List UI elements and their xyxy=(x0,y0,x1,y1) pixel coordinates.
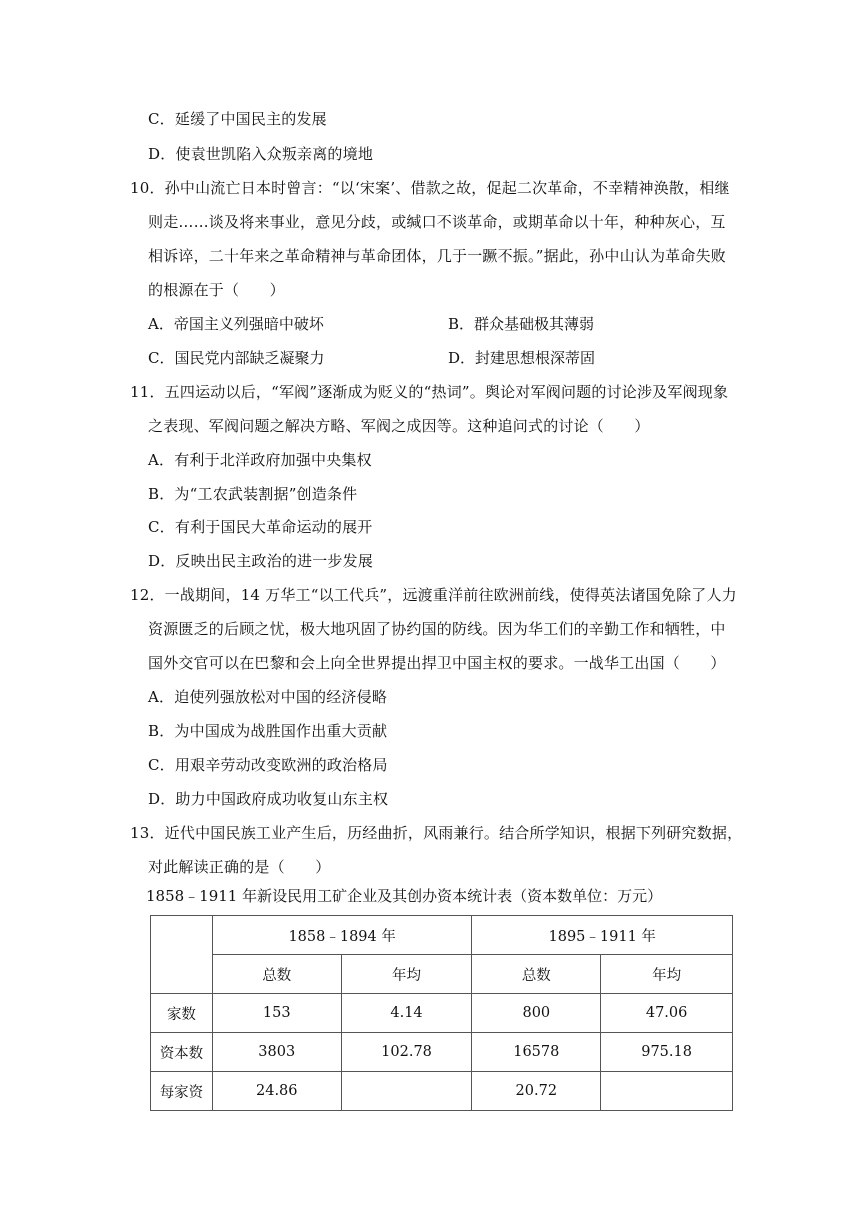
q10-option-b: B．群众基础极其薄弱 xyxy=(448,315,595,333)
header-period-1: 1858﹣1894 年 xyxy=(212,916,472,955)
q13-stem-line-2: 对此解读正确的是（ ） xyxy=(148,858,331,876)
statistics-table xyxy=(150,915,733,1111)
table-header-row xyxy=(151,916,733,955)
table-cell xyxy=(601,1072,733,1111)
header-period-2: 1895﹣1911 年 xyxy=(472,916,733,955)
table-row xyxy=(151,1072,733,1111)
subheader-annual-1: 年均 xyxy=(341,955,472,994)
q10-option-c: C．国民党内部缺乏凝聚力 xyxy=(148,349,325,367)
q11-stem-line-1: 11．五四运动以后，“军阀”逐渐成为贬义的“热词”。舆论对军阀问题的讨论涉及军阀现象 xyxy=(130,383,729,401)
subheader-total-2: 总数 xyxy=(472,955,601,994)
q9-option-d: D．使袁世凯陷入众叛亲离的境地 xyxy=(148,145,374,163)
table-cell: 4.14 xyxy=(341,994,472,1033)
row-label: 每家资 xyxy=(151,1072,213,1111)
subheader-annual-2: 年均 xyxy=(601,955,733,994)
table-cell: 153 xyxy=(212,994,341,1033)
table-cell: 800 xyxy=(472,994,601,1033)
table-cell: 24.86 xyxy=(212,1072,341,1111)
table-cell: 16578 xyxy=(472,1033,601,1072)
q12-stem-line-2: 资源匮乏的后顾之忧，极大地巩固了协约国的防线。因为华工们的辛勤工作和牺牲，中 xyxy=(148,620,726,638)
q13-stem-line-1: 13．近代中国民族工业产生后，历经曲折，风雨兼行。结合所学知识，根据下列研究数据， xyxy=(130,824,743,842)
q12-option-a: A．迫使列强放松对中国的经济侵略 xyxy=(148,688,388,706)
table-row xyxy=(151,1033,733,1072)
q12-option-c: C．用艰辛劳动改变欧洲的政治格局 xyxy=(148,756,388,774)
table-row xyxy=(151,994,733,1033)
q12-stem-line-3: 国外交官可以在巴黎和会上向全世界提出捍卫中国主权的要求。一战华工出国（ ） xyxy=(148,654,726,672)
q11-stem-line-2: 之表现、军阀问题之解决方略、军阀之成因等。这种追问式的讨论（ ） xyxy=(148,417,650,435)
row-label: 资本数 xyxy=(151,1033,213,1072)
q11-option-a: A．有利于北洋政府加强中央集权 xyxy=(148,451,372,469)
q10-stem-line-3: 相诉谇，二十年来之革命精神与革命团体，几于一蹶不振。”据此，孙中山认为革命失败 xyxy=(148,247,726,265)
q9-option-c: C．延缓了中国民主的发展 xyxy=(148,110,327,128)
table-cell: 47.06 xyxy=(601,994,733,1033)
q11-option-b: B．为“工农武装割据”创造条件 xyxy=(148,485,358,503)
table-corner-cell xyxy=(151,916,213,994)
table-subheader-row xyxy=(151,955,733,994)
q10-stem-line-2: 则走……谈及将来事业，意见分歧，或缄口不谈革命，或期革命以十年，种种灰心，互 xyxy=(148,213,726,231)
q10-option-a: A．帝国主义列强暗中破坏 xyxy=(148,315,324,333)
q11-option-d: D．反映出民主政治的进一步发展 xyxy=(148,552,374,570)
table-cell xyxy=(341,1072,472,1111)
q12-option-b: B．为中国成为战胜国作出重大贡献 xyxy=(148,722,388,740)
table-cell: 102.78 xyxy=(341,1033,472,1072)
table-cell: 20.72 xyxy=(472,1072,601,1111)
table-cell: 975.18 xyxy=(601,1033,733,1072)
q10-stem-line-1: 10．孙中山流亡日本时曾言：“以‘宋案’、借款之故，促起二次革命，不幸精神涣散，相继 xyxy=(130,179,730,197)
q10-stem-line-4: 的根源在于（ ） xyxy=(148,281,285,299)
table-caption: 1858﹣1911 年新设民用工矿企业及其创办资本统计表（资本数单位：万元） xyxy=(146,887,663,905)
q11-option-c: C．有利于国民大革命运动的展开 xyxy=(148,518,373,536)
table-cell: 3803 xyxy=(212,1033,341,1072)
subheader-total-1: 总数 xyxy=(212,955,341,994)
q10-option-d: D．封建思想根深蒂固 xyxy=(448,349,596,367)
row-label: 家数 xyxy=(151,994,213,1033)
q12-stem-line-1: 12．一战期间，14 万华工“以工代兵”，远渡重洋前往欧洲前线，使得英法诸国免除了人力 xyxy=(130,586,737,604)
q12-option-d: D．助力中国政府成功收复山东主权 xyxy=(148,790,389,808)
